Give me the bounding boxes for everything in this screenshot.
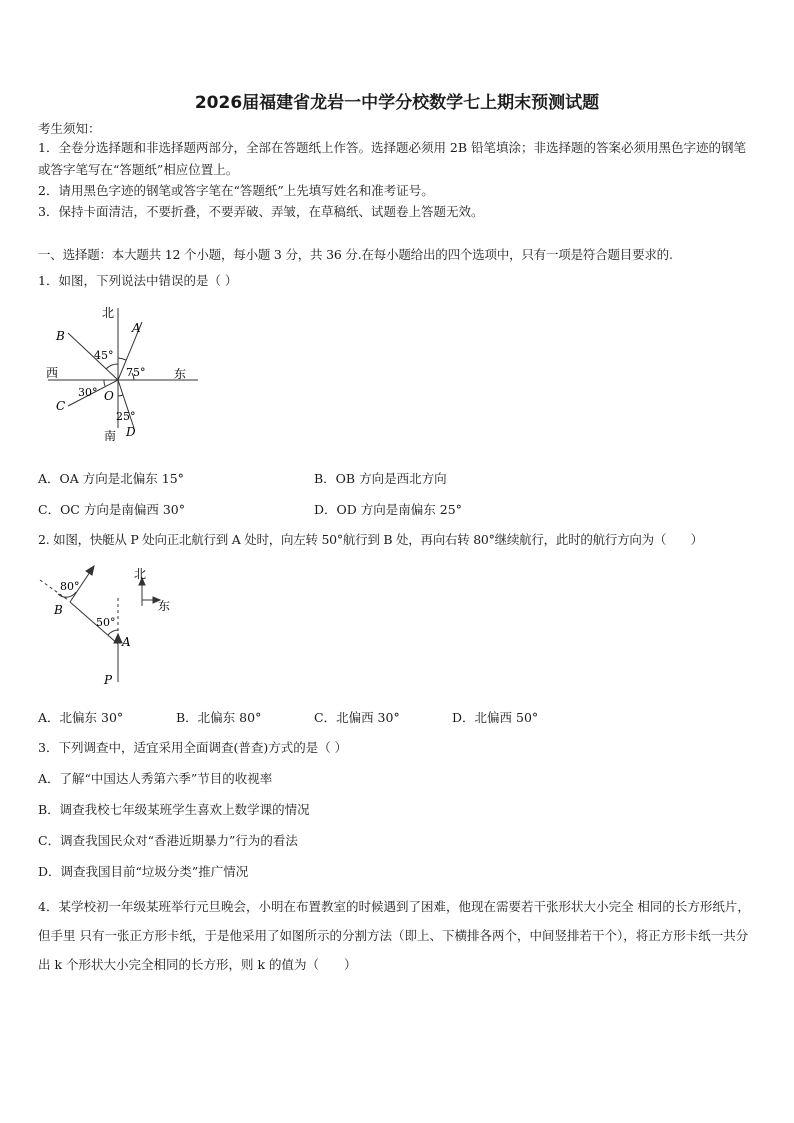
page-title: 2026届福建省龙岩一中学分校数学七上期末预测试题 — [194, 93, 600, 113]
question-2-stem: 2. 如图，快艇从 P 处向正北航行到 A 处时，向左转 50°航行到 B 处，再向右转 80°继续航行，此时的航行方向为（ ） — [38, 532, 703, 547]
q2-north-label: 北 — [134, 567, 147, 581]
angle-45-label: 45° — [94, 349, 114, 362]
question-2-option-a: A．北偏东 30° — [38, 710, 124, 725]
question-1-compass-figure — [40, 300, 210, 450]
q2-east-label: 东 — [158, 599, 171, 613]
question-1-option-a: A．OA 方向是北偏东 15° — [38, 471, 184, 486]
point-a-label: A — [132, 321, 141, 335]
question-3-option-a: A．了解“中国达人秀第六季”节目的收视率 — [38, 771, 273, 786]
north-label: 北 — [102, 306, 115, 320]
question-3-option-b: B．调查我校七年级某班学生喜欢上数学课的情况 — [38, 802, 310, 817]
question-4-stem: 4．某学校初一年级某班举行元旦晚会，小明在布置教室的时候遇到了困难，他现在需要若干张形状大小完全 相同的长方形纸片，但手里 只有一张正方形卡纸，于是他采用了如图所示的分割方法（即上、下横排各两个，中间竖排若干个），将正方形卡纸一共分出 k 个形状大小完全相同的长方形，则 k 的值为（ ） — [38, 899, 750, 972]
angle-25-label: 25° — [116, 410, 136, 423]
question-2-option-c: C．北偏西 30° — [314, 710, 400, 725]
question-1-option-c: C．OC 方向是南偏西 30° — [38, 502, 185, 517]
west-label: 西 — [46, 366, 59, 380]
question-3-option-c: C．调查我国民众对“香港近期暴力”行为的看法 — [38, 833, 298, 848]
q2-point-a-label: A — [122, 635, 131, 649]
q2-angle-80-label: 80° — [60, 580, 80, 593]
question-2-option-d: D．北偏西 50° — [452, 710, 539, 725]
q2-angle-50-label: 50° — [96, 616, 116, 629]
notice-heading: 考生须知： — [38, 121, 101, 136]
point-c-label: C — [56, 399, 66, 413]
notice-item-3: 3．保持卡面清洁，不要折叠，不要弄破、弄皱，在草稿纸、试题卷上答题无效。 — [38, 204, 484, 219]
point-b-label: B — [56, 329, 65, 343]
question-3-option-d: D．调查我国目前“垃圾分类”推广情况 — [38, 864, 249, 879]
question-1-stem: 1．如图，下列说法中错误的是（ ） — [38, 273, 238, 288]
angle-30-label: 30° — [78, 386, 98, 399]
question-1-option-d: D．OD 方向是南偏东 25° — [314, 502, 462, 517]
point-d-label: D — [126, 425, 136, 439]
q2-point-p-label: P — [104, 673, 113, 687]
question-2-route-figure — [36, 560, 186, 690]
q2-point-b-label: B — [54, 603, 63, 617]
point-o-label: O — [104, 389, 114, 403]
section-heading: 一、选择题：本大题共 12 个小题，每小题 3 分，共 36 分.在每小题给出的四个选项中，只有一项是符合题目要求的. — [38, 247, 673, 262]
question-2-option-b: B．北偏东 80° — [176, 710, 262, 725]
question-1-option-b: B．OB 方向是西北方向 — [314, 471, 447, 486]
notice-item-2: 2．请用黑色字迹的钢笔或答字笔在“答题纸”上先填写姓名和准考证号。 — [38, 183, 434, 198]
angle-75-label: 75° — [126, 366, 146, 379]
notice-item-1: 1．全卷分选择题和非选择题两部分，全部在答题纸上作答。选择题必须用 2B 铅笔填涂；非选择题的答案必须用黑色字迹的钢笔或答字笔写在“答题纸”相应位置上。 — [38, 140, 747, 177]
east-label: 东 — [174, 367, 187, 381]
south-label: 南 — [104, 429, 117, 443]
question-3-stem: 3．下列调查中，适宜采用全面调查(普查)方式的是（ ） — [38, 740, 348, 755]
